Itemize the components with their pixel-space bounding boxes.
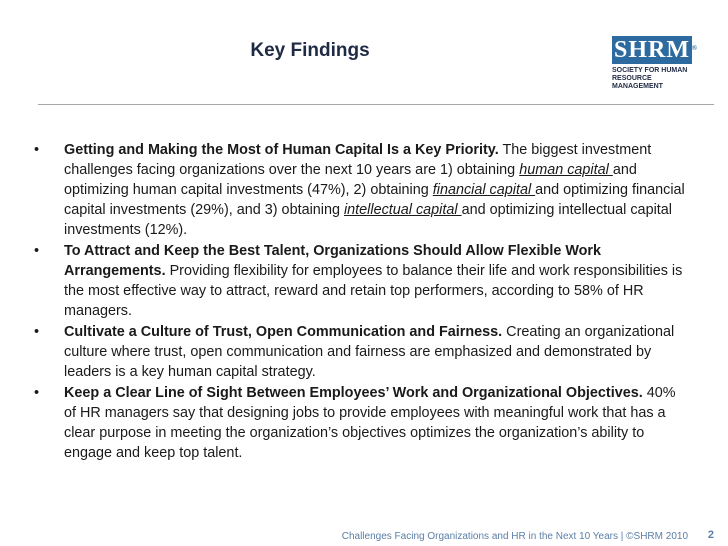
finding-text: and optimizing intellectual capital investments (12%). — [64, 202, 672, 238]
finding-heading: To Attract and Keep the Best Talent, Organizations Should Allow Flexible Work Arrangements. — [64, 243, 602, 279]
logo-tagline-line-2: RESOURCE MANAGEMENT — [612, 75, 663, 90]
logo-tagline-line-1: SOCIETY FOR HUMAN — [612, 67, 688, 74]
footer-text: Challenges Facing Organizations and HR in the Next 10 Years | ©SHRM 2010 — [341, 531, 688, 542]
finding-item — [30, 383, 690, 463]
shrm-logo — [612, 36, 696, 92]
registered-mark: ® — [691, 44, 698, 52]
finding-text: and optimizing human capital investments (47%), 2) obtaining — [64, 162, 637, 198]
finding-heading: Getting and Making the Most of Human Capital Is a Key Priority. — [64, 142, 499, 158]
finding-heading: Cultivate a Culture of Trust, Open Communication and Fairness. — [64, 324, 503, 340]
finding-emphasis: intellectual capital — [343, 202, 462, 218]
bullet-icon: • — [34, 243, 40, 259]
logo-tagline — [612, 67, 696, 91]
finding-emphasis: financial capital — [432, 182, 536, 198]
header-divider — [38, 104, 714, 105]
bullet-icon: • — [34, 142, 40, 158]
logo-mark-text: SHRM — [614, 37, 690, 63]
finding-emphasis: human capital — [519, 162, 613, 178]
bullet-icon: • — [34, 324, 40, 340]
findings-list — [30, 140, 690, 464]
finding-item — [30, 322, 690, 382]
finding-heading: Keep a Clear Line of Sight Between Employees’ Work and Organizational Objectives. — [64, 385, 643, 401]
finding-item — [30, 241, 690, 321]
finding-item — [30, 140, 690, 240]
finding-text: 40% of HR managers say that designing jobs to provide employees with meaningful work that has a clear purpose in meeting the organization’s objectives optimizes the organization’s ability to engage and keep top talent. — [64, 385, 676, 461]
slide-title: Key Findings — [250, 40, 370, 61]
logo-mark — [612, 36, 698, 64]
finding-text: Creating an organizational culture where trust, open communication and fairness are emphasized and demonstrated by leaders is a key human capital strategy. — [64, 324, 675, 380]
finding-text: Providing flexibility for employees to balance their life and work responsibilities is the most effective way to attract, reward and retain top performers, according to 58% of HR managers. — [64, 263, 683, 319]
page-number: 2 — [707, 529, 714, 541]
finding-text: The biggest investment challenges facing organizations over the next 10 years are 1) obtaining — [64, 142, 652, 178]
bullet-icon: • — [34, 385, 40, 401]
finding-text: and optimizing financial capital investments (29%), and 3) obtaining — [64, 182, 685, 218]
